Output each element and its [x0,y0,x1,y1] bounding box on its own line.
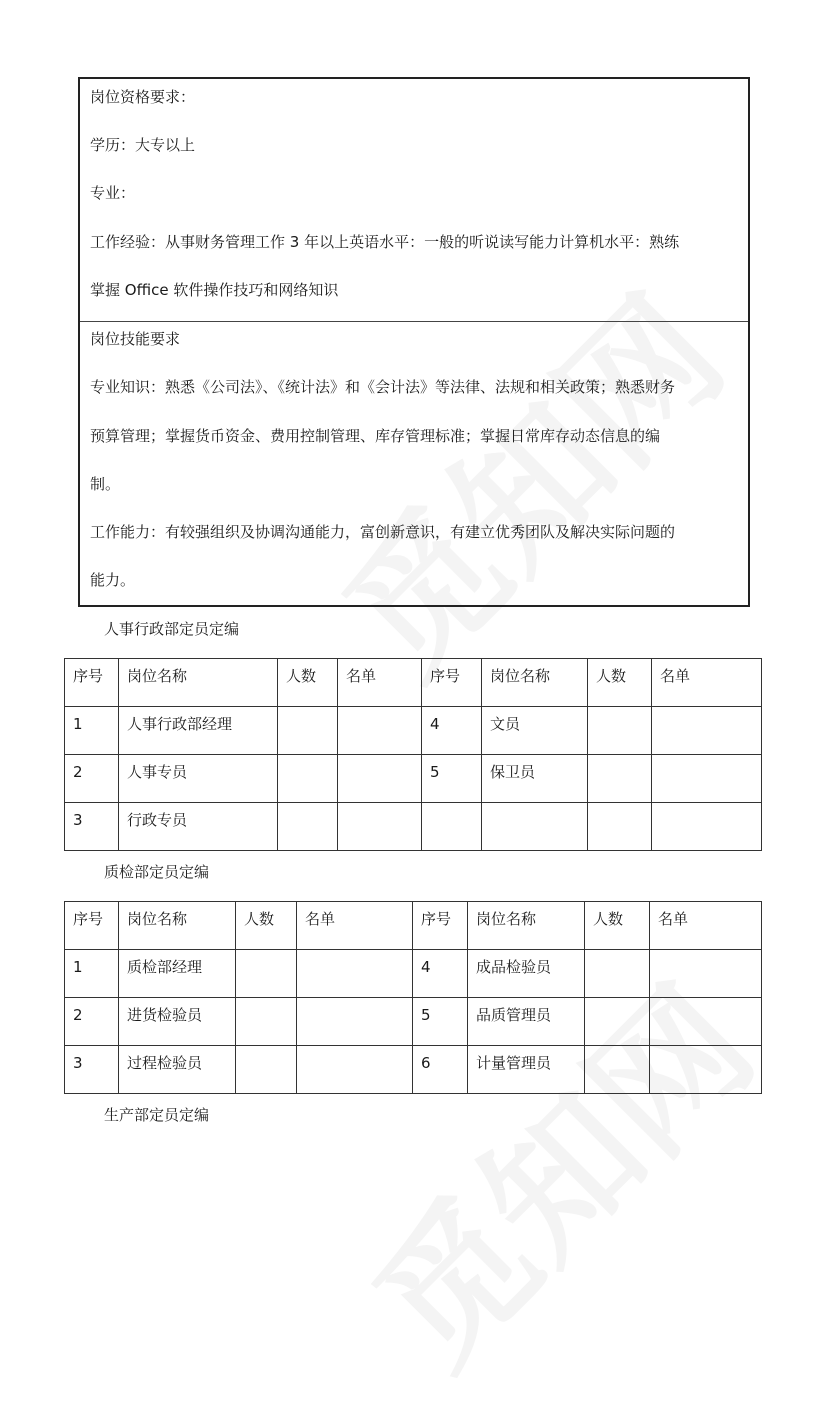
header-cell: 序号 [413,902,468,950]
table-cell: 4 [422,707,482,755]
production-caption: 生产部定员定编 [104,1106,210,1124]
table-cell [588,755,652,803]
table-cell [278,755,338,803]
table-cell [338,707,422,755]
qc-staff-table [64,901,762,1094]
table-row [65,707,762,755]
header-cell: 岗位名称 [119,902,236,950]
table-header-row [65,902,762,950]
header-cell: 名单 [297,902,413,950]
header-cell: 人数 [585,902,650,950]
header-cell: 岗位名称 [468,902,585,950]
skills-title: 岗位技能要求 [90,330,181,348]
knowledge-line-2: 预算管理；掌握货币资金、费用控制管理、库存管理标准；掌握日常库存动态信息的编 [90,427,661,445]
header-cell: 岗位名称 [482,659,588,707]
table-cell: 行政专员 [119,803,278,851]
hr-staff-table [64,658,762,851]
table-row [65,1046,762,1094]
table-cell [652,755,762,803]
table-cell [585,1046,650,1094]
ability-line-2: 能力。 [90,571,136,589]
table-cell: 成品检验员 [468,950,585,998]
table-cell [585,950,650,998]
qc-caption: 质检部定员定编 [104,863,210,881]
table-cell [652,707,762,755]
hr-caption: 人事行政部定员定编 [104,620,240,638]
table-cell: 2 [65,998,119,1046]
table-cell: 保卫员 [482,755,588,803]
experience-line-2: 掌握 Office 软件操作技巧和网络知识 [90,281,339,299]
table-cell [588,707,652,755]
header-cell: 名单 [338,659,422,707]
header-cell: 序号 [422,659,482,707]
table-cell [652,803,762,851]
table-cell [278,803,338,851]
section-divider [80,321,748,322]
table-cell [278,707,338,755]
table-row [65,998,762,1046]
education-line: 学历：大专以上 [90,136,196,154]
table-cell: 3 [65,1046,119,1094]
table-cell: 3 [65,803,119,851]
table-header-row [65,659,762,707]
table-row [65,950,762,998]
table-cell [297,998,413,1046]
table-cell: 计量管理员 [468,1046,585,1094]
table-cell [297,950,413,998]
table-cell: 质检部经理 [119,950,236,998]
header-cell: 名单 [652,659,762,707]
knowledge-line-3: 制。 [90,475,121,493]
header-cell: 人数 [278,659,338,707]
table-cell: 1 [65,950,119,998]
table-cell: 5 [422,755,482,803]
table-cell [588,803,652,851]
header-cell: 序号 [65,902,119,950]
table-cell [297,1046,413,1094]
table-cell [650,998,762,1046]
experience-line-1: 工作经验：从事财务管理工作 3 年以上英语水平：一般的听说读写能力计算机水平：熟练 [90,233,680,251]
qualification-title: 岗位资格要求： [90,88,196,106]
table-cell [482,803,588,851]
table-cell [422,803,482,851]
table-cell [650,1046,762,1094]
table-cell: 5 [413,998,468,1046]
major-line: 专业： [90,184,136,202]
table-cell: 进货检验员 [119,998,236,1046]
table-cell [236,998,297,1046]
table-cell: 人事专员 [119,755,278,803]
table-cell [338,755,422,803]
table-row [65,755,762,803]
table-cell: 4 [413,950,468,998]
requirements-box [78,77,750,607]
table-cell: 6 [413,1046,468,1094]
table-cell [585,998,650,1046]
table-cell: 品质管理员 [468,998,585,1046]
header-cell: 序号 [65,659,119,707]
table-cell: 1 [65,707,119,755]
table-cell [236,1046,297,1094]
table-cell: 过程检验员 [119,1046,236,1094]
knowledge-line-1: 专业知识：熟悉《公司法》、《统计法》和《会计法》等法律、法规和相关政策；熟悉财务 [90,378,676,396]
table-cell [236,950,297,998]
table-cell: 文员 [482,707,588,755]
table-cell [338,803,422,851]
header-cell: 岗位名称 [119,659,278,707]
table-cell: 人事行政部经理 [119,707,278,755]
header-cell: 名单 [650,902,762,950]
ability-line-1: 工作能力：有较强组织及协调沟通能力，富创新意识，有建立优秀团队及解决实际问题的 [90,523,676,541]
table-cell [650,950,762,998]
header-cell: 人数 [588,659,652,707]
table-row [65,803,762,851]
header-cell: 人数 [236,902,297,950]
table-cell: 2 [65,755,119,803]
